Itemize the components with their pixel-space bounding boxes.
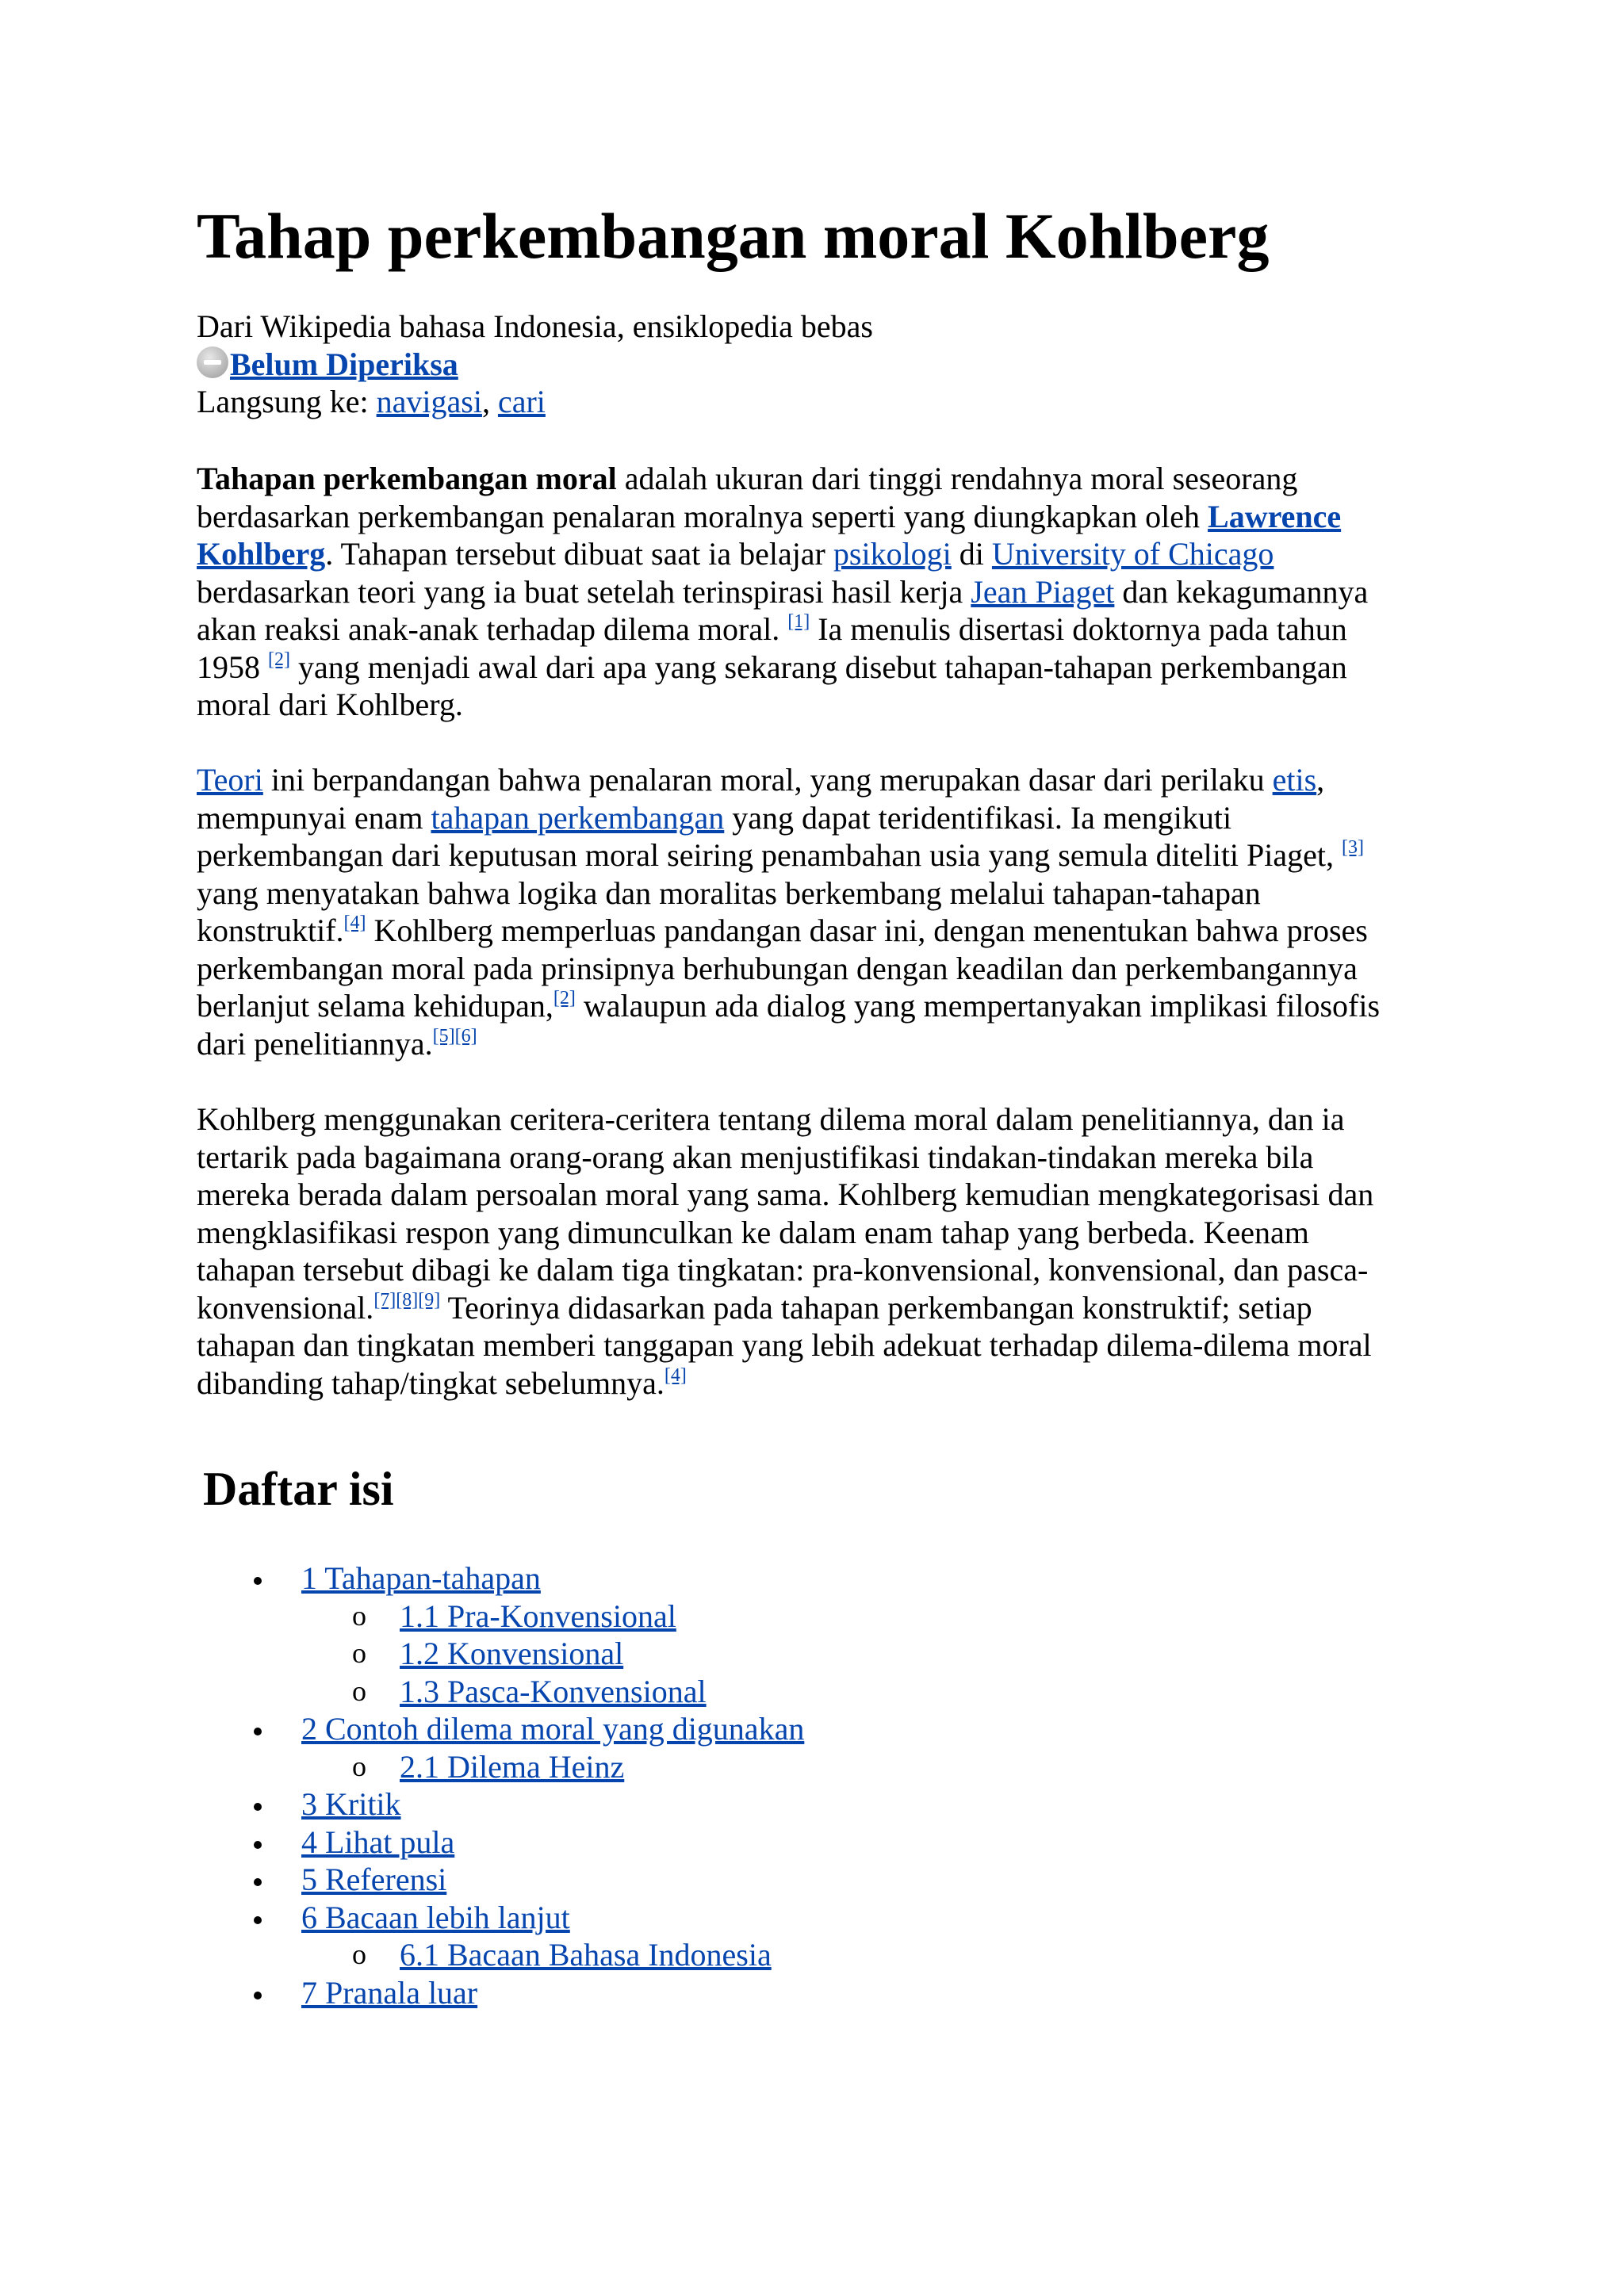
text: berdasarkan perkembangan penalaran moralnya seperti yang diungkapkan oleh [197, 498, 1208, 534]
article-meta [197, 308, 873, 421]
toc-link[interactable]: 3 Kritik [301, 1786, 401, 1822]
citation-link[interactable]: [1] [787, 611, 810, 632]
site-subtitle: Dari Wikipedia bahasa Indonesia, ensiklopedia bebas [197, 308, 873, 344]
sub-bullet-marker: o [352, 1674, 366, 1707]
toc-link[interactable]: 1.1 Pra-Konvensional [400, 1598, 676, 1634]
citation-link[interactable]: [9] [418, 1289, 441, 1311]
toc-item [197, 1710, 804, 1748]
text: moral dari Kohlberg. [197, 687, 463, 722]
text: mereka berada dalam persoalan moral yang sama. Kohlberg kemudian mengkategorisasi dan [197, 1177, 1374, 1212]
sub-bullet-marker: o [352, 1599, 366, 1632]
toc-item [197, 1936, 804, 1974]
lawrence-kohlberg-link[interactable]: Kohlberg [197, 536, 326, 572]
text: , [1316, 762, 1325, 798]
unreviewed-circle-icon [197, 346, 228, 378]
psikologi-link[interactable]: psikologi [833, 536, 952, 572]
text: dibanding tahap/tingkat sebelumnya. [197, 1364, 665, 1401]
method-paragraph [197, 1100, 1434, 1402]
toc-item [197, 1899, 804, 1937]
toc-item [197, 1823, 804, 1862]
tahapan-perkembangan-link[interactable]: tahapan perkembangan [431, 799, 725, 836]
text: mengklasifikasi respon yang dimunculkan ke dalam enam tahap yang berbeda. Keenam [197, 1214, 1309, 1250]
text: adalah ukuran dari tinggi rendahnya moral seseorang [616, 461, 1298, 496]
toc-item [197, 1559, 804, 1598]
citation-link[interactable]: [4] [343, 913, 366, 933]
text: konstruktif. [197, 913, 344, 948]
citation-link[interactable]: [5] [432, 1025, 455, 1047]
review-status [197, 346, 873, 384]
sub-bullet-marker: o [352, 1637, 366, 1669]
toc-link[interactable]: 7 Pranala luar [301, 1974, 478, 2011]
bold-term: Tahapan perkembangan moral [197, 461, 617, 496]
text: dan kekagumannya [1114, 573, 1369, 610]
text: tertarik pada bagaimana orang-orang akan menjustifikasi tindakan-tindakan mereka bila [197, 1138, 1314, 1175]
toc-link[interactable]: 2 Contoh dilema moral yang digunakan [301, 1711, 805, 1747]
etis-link[interactable]: etis [1272, 762, 1317, 798]
lawrence-kohlberg-link[interactable]: Lawrence [1208, 498, 1342, 534]
toc-item [197, 1861, 804, 1899]
table-of-contents [197, 1559, 804, 2011]
toc-item [197, 1598, 804, 1636]
jump-separator: , [481, 384, 498, 419]
theory-paragraph [197, 761, 1434, 1062]
text: tahapan dan tingkatan memberi tanggapan yang lebih adekuat terhadap dilema-dilema moral [197, 1327, 1372, 1363]
text: berlanjut selama kehidupan, [197, 988, 553, 1024]
toc-link[interactable]: 4 Lihat pula [301, 1823, 455, 1860]
toc-link[interactable]: 6.1 Bacaan Bahasa Indonesia [400, 1937, 772, 1973]
text: Kohlberg memperluas pandangan dasar ini, dengan menentukan bahwa proses [366, 913, 1368, 948]
university-of-chicago-link[interactable]: University of Chicago [991, 536, 1274, 572]
jean-piaget-link[interactable]: Jean Piaget [971, 573, 1115, 610]
toc-item [197, 1673, 804, 1711]
page-title: Tahap perkembangan moral Kohlberg [197, 200, 1270, 272]
text: dari penelitiannya. [197, 1025, 433, 1062]
citation-link[interactable]: [6] [454, 1025, 477, 1047]
text: ini berpandangan bahwa penalaran moral, yang merupakan dasar dari perilaku [262, 762, 1273, 798]
text: yang menyatakan bahwa logika dan moralitas berkembang melalui tahapan-tahapan [197, 874, 1261, 911]
toc-link[interactable]: 5 Referensi [301, 1862, 447, 1897]
text: Teorinya didasarkan pada tahapan perkembangan konstruktif; setiap [440, 1289, 1312, 1326]
sub-bullet-marker: o [352, 1938, 366, 1970]
toc-heading: Daftar isi [203, 1463, 394, 1515]
toc-item [197, 1748, 804, 1786]
text: Kohlberg menggunakan ceritera-ceritera tentang dilema moral dalam penelitiannya, dan ia [197, 1101, 1345, 1137]
text: di [951, 536, 992, 572]
navigation-link[interactable]: navigasi [376, 384, 482, 419]
toc-item [197, 1974, 804, 2012]
text: konvensional. [197, 1289, 374, 1326]
sub-bullet-marker: o [352, 1750, 366, 1782]
text: mempunyai enam [197, 799, 431, 836]
citation-link[interactable]: [8] [396, 1289, 419, 1311]
citation-link[interactable]: [2] [553, 988, 576, 1008]
review-status-link[interactable]: Belum Diperiksa [230, 346, 458, 382]
toc-link[interactable]: 6 Bacaan lebih lanjut [301, 1899, 570, 1935]
text: perkembangan dari keputusan moral seiring penambahan usia yang semula diteliti Piaget, [197, 837, 1342, 873]
toc-link[interactable]: 1.2 Konvensional [400, 1636, 624, 1671]
text: walaupun ada dialog yang mempertanyakan implikasi filosofis [575, 988, 1381, 1024]
text: yang dapat teridentifikasi. Ia mengikuti [724, 799, 1232, 836]
jump-prefix: Langsung ke: [197, 384, 377, 419]
citation-link[interactable]: [7] [373, 1289, 396, 1311]
toc-item [197, 1785, 804, 1823]
text: tahapan tersebut dibagi ke dalam tiga tingkatan: pra-konvensional, konvensional, dan pasca- [197, 1252, 1369, 1288]
text: 1958 [197, 649, 268, 685]
text: berdasarkan teori yang ia buat setelah terinspirasi hasil kerja [197, 573, 971, 610]
search-link[interactable]: cari [497, 384, 546, 419]
text: Ia menulis disertasi doktornya pada tahun [810, 611, 1347, 647]
jump-links [197, 383, 873, 421]
citation-link[interactable]: [2] [268, 649, 290, 670]
citation-link[interactable]: [3] [1342, 837, 1365, 858]
text: . Tahapan tersebut dibuat saat ia belajar [325, 536, 833, 572]
text: yang menjadi awal dari apa yang sekarang disebut tahapan-tahapan perkembangan [289, 649, 1347, 685]
toc-link[interactable]: 1.3 Pasca-Konvensional [400, 1673, 707, 1709]
citation-link[interactable]: [4] [664, 1364, 687, 1386]
teori-link[interactable]: Teori [197, 762, 263, 798]
toc-link[interactable]: 2.1 Dilema Heinz [400, 1748, 625, 1785]
toc-item [197, 1635, 804, 1673]
text: perkembangan moral pada prinsipnya berhubungan dengan keadilan dan perkembangannya [197, 950, 1358, 986]
toc-link[interactable]: 1 Tahapan-tahapan [301, 1560, 541, 1596]
intro-paragraph [197, 460, 1434, 724]
text: akan reaksi anak-anak terhadap dilema moral. [197, 611, 788, 647]
